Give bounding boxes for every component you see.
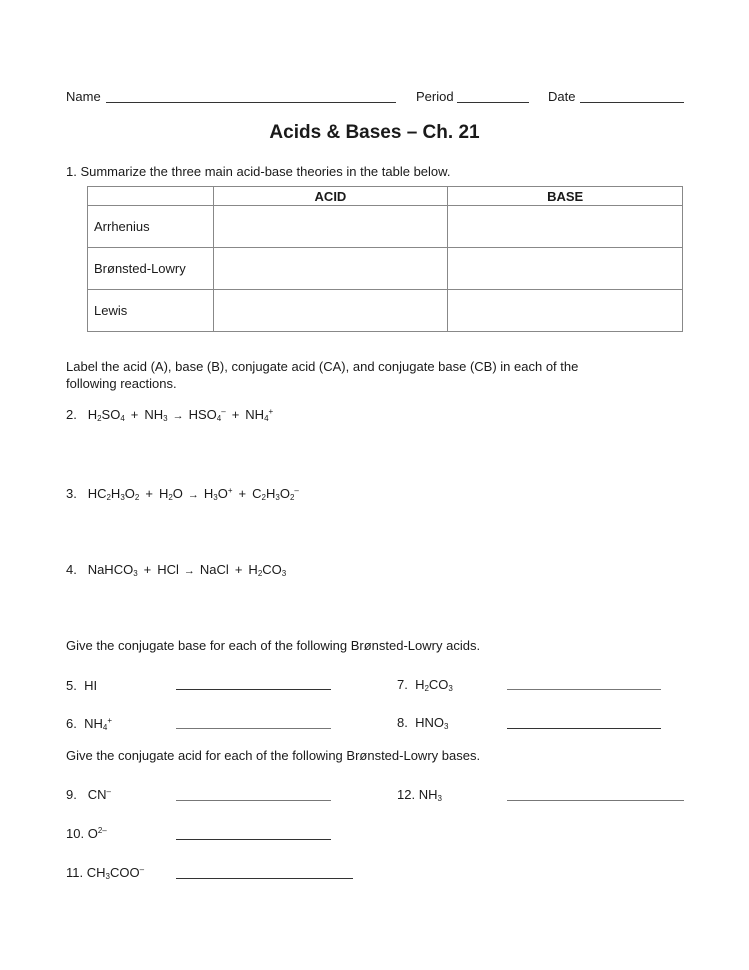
table-corner-cell (88, 187, 214, 206)
conj-base-instruction: Give the conjugate base for each of the following Brønsted-Lowry acids. (66, 638, 481, 653)
arrow-icon: → (187, 489, 199, 501)
label-instruction-line2: following reactions. (66, 376, 177, 391)
item-8-formula: $HNO_3$ (415, 715, 449, 731)
item-7-formula: $H_2CO_3$ (415, 677, 453, 693)
reaction-2-num: 2. (66, 407, 77, 422)
reaction-4-num: 4. (66, 562, 77, 577)
item-8-num: 8. (397, 715, 408, 730)
lewis-acid-cell[interactable] (213, 290, 448, 332)
item-9-num: 9. (66, 787, 77, 802)
item-12-num: 12. (397, 787, 416, 802)
item-6-formula: $NH_4^+$ (84, 716, 112, 732)
answer-9-field[interactable] (176, 800, 331, 801)
item-11-formula: $CH_3COO^-$ (86, 865, 145, 881)
item-6-num: 6. (66, 716, 77, 731)
answer-8-field[interactable] (507, 728, 661, 729)
lewis-base-cell[interactable] (448, 290, 683, 332)
arrow-icon: → (183, 565, 195, 577)
bronsted-lowry-acid-cell[interactable] (213, 248, 448, 290)
item-5-formula: HI (84, 678, 98, 693)
arrhenius-acid-cell[interactable] (213, 206, 448, 248)
reaction-4-equation: NaHCO$_3$ + HCl → NaCl + $H_2CO_3$ (87, 562, 287, 578)
reaction-4 (66, 562, 286, 578)
theory-table (87, 186, 683, 332)
page-title: Acids & Bases – Ch. 21 (269, 122, 480, 143)
item-7 (397, 677, 453, 693)
item-9-formula: CN– (87, 787, 111, 802)
reaction-2-equation: $H_2SO_4 + NH_3 \to HSO_4^- + NH_4^+$ (87, 407, 274, 423)
reaction-3-equation: $HC_2H_3O_2 + H_2O \to H_3O^+ + C_2H_3O_2^-$ (87, 486, 299, 502)
item-12-formula: $NH_3$ (418, 787, 442, 803)
table-row (88, 290, 683, 332)
item-6 (66, 716, 112, 732)
row-label-bronsted-lowry: Brønsted-Lowry (88, 248, 214, 290)
item-5-num: 5. (66, 678, 77, 693)
item-11 (66, 865, 144, 881)
answer-12-field[interactable] (507, 800, 684, 801)
item-5 (66, 678, 97, 693)
column-header-base: BASE (448, 187, 683, 206)
date-label: Date (548, 89, 576, 104)
table-header-row (88, 187, 683, 206)
item-10-num: 10. (66, 826, 85, 841)
item-8 (397, 715, 448, 731)
item-7-num: 7. (397, 677, 408, 692)
label-instruction-line1: Label the acid (A), base (B), conjugate acid (CA), and conjugate base (CB) in each of the (66, 359, 579, 374)
conj-acid-instruction: Give the conjugate acid for each of the following Brønsted-Lowry bases. (66, 748, 481, 763)
answer-7-field[interactable] (507, 689, 661, 690)
item-9 (66, 787, 111, 802)
arrow-icon: → (172, 410, 184, 422)
q1-prompt: 1. Summarize the three main acid-base theories in the table below. (66, 164, 451, 179)
row-label-lewis: Lewis (88, 290, 214, 332)
name-label: Name (66, 89, 101, 104)
arrhenius-base-cell[interactable] (448, 206, 683, 248)
answer-5-field[interactable] (176, 689, 331, 690)
bronsted-lowry-base-cell[interactable] (448, 248, 683, 290)
table-row (88, 206, 683, 248)
period-label: Period (416, 89, 454, 104)
item-11-num: 11. (66, 865, 84, 880)
reaction-3-num: 3. (66, 486, 77, 501)
date-field[interactable] (580, 102, 684, 103)
answer-6-field[interactable] (176, 728, 331, 729)
table-row (88, 248, 683, 290)
period-field[interactable] (457, 102, 529, 103)
item-12 (397, 787, 442, 803)
reaction-2 (66, 407, 273, 423)
answer-10-field[interactable] (176, 839, 331, 840)
item-10-formula: $O^{2-}$ (87, 826, 107, 841)
item-10 (66, 826, 107, 841)
answer-11-field[interactable] (176, 878, 353, 879)
name-field[interactable] (106, 102, 396, 103)
row-label-arrhenius: Arrhenius (88, 206, 214, 248)
column-header-acid: ACID (213, 187, 448, 206)
reaction-3 (66, 486, 299, 502)
